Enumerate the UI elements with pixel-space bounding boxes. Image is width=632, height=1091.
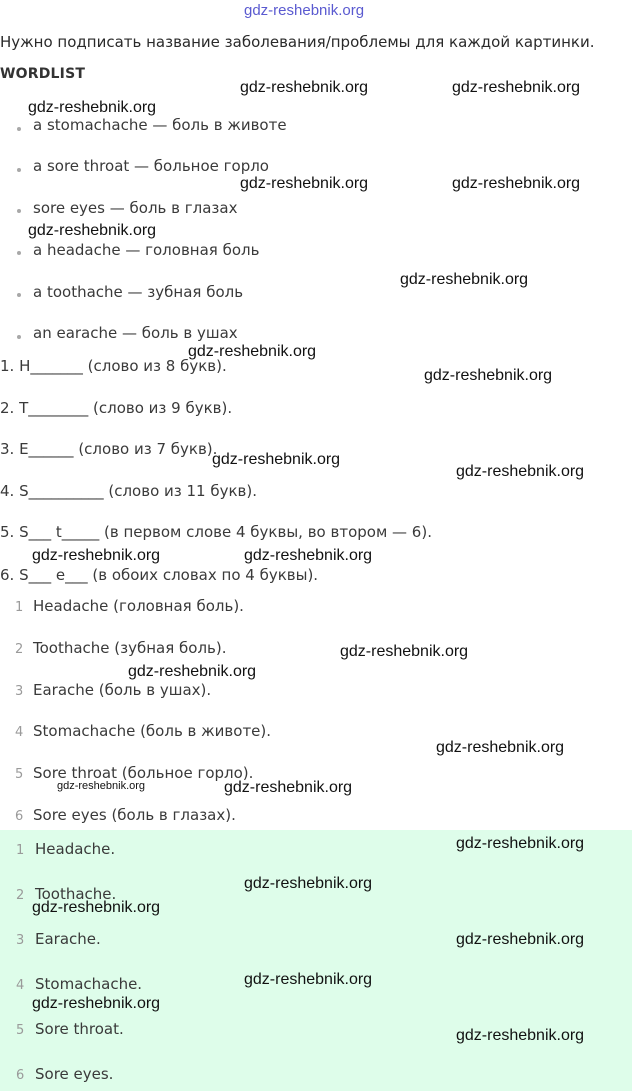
answer-number: 3 [15,684,24,699]
watermark: gdz-reshebnik.org [224,779,353,796]
clue-item: 6. S___ e___ (в обоих словах по 4 буквы). [0,566,319,584]
watermark: gdz-reshebnik.org [212,451,341,468]
answer-number: 4 [15,725,24,740]
answer-number: 5 [15,767,24,782]
watermark: gdz-reshebnik.org [188,343,317,360]
bullet-icon [17,293,21,297]
list-item: sore eyes — боль в глазах [33,199,238,217]
watermark: gdz-reshebnik.org [32,547,161,564]
clue-item: 1. H_______ (слово из 8 букв). [0,357,227,375]
answer-number: 1 [15,600,24,615]
final-answer-text: Headache. [35,840,116,858]
watermark: gdz-reshebnik.org [57,780,146,792]
watermark: gdz-reshebnik.org [32,899,161,916]
list-item: a headache — головная боль [33,241,260,259]
watermark: gdz-reshebnik.org [456,1027,585,1044]
final-answer-number: 5 [16,1023,25,1038]
bullet-icon [17,251,21,255]
watermark: gdz-reshebnik.org [128,663,257,680]
task-text: Нужно подписать название заболевания/проблемы для каждой картинки. [0,33,595,51]
bullet-icon [17,209,21,213]
watermark: gdz-reshebnik.org [244,547,373,564]
watermark: gdz-reshebnik.org [240,175,369,192]
wordlist-heading: WORDLIST [0,66,86,82]
list-item: an earache — боль в ушах [33,324,238,342]
answer-text: Sore throat (больное горло). [33,764,254,782]
watermark: gdz-reshebnik.org [244,2,365,19]
watermark: gdz-reshebnik.org [452,79,581,96]
final-answer-number: 6 [16,1068,25,1083]
watermark: gdz-reshebnik.org [28,99,157,116]
final-answer-text: Sore throat. [35,1020,124,1038]
bullet-icon [17,127,21,131]
clue-item: 5. S___ t_____ (в первом слове 4 буквы, во втором — 6). [0,523,432,541]
answer-number: 2 [15,642,24,657]
clue-item: 4. S__________ (слово из 11 букв). [0,482,258,500]
bullet-icon [17,168,21,172]
watermark: gdz-reshebnik.org [456,835,585,852]
clue-item: 3. E______ (слово из 7 букв). [0,440,218,458]
answer-text: Stomachache (боль в животе). [33,722,272,740]
final-answer-number: 1 [16,843,25,858]
answer-text: Sore eyes (боль в глазах). [33,806,236,824]
watermark: gdz-reshebnik.org [400,271,529,288]
final-answer-number: 2 [16,888,25,903]
final-answer-number: 4 [16,978,25,993]
watermark: gdz-reshebnik.org [28,222,157,239]
watermark: gdz-reshebnik.org [244,971,373,988]
answer-text: Toothache (зубная боль). [33,639,227,657]
final-answer-text: Earache. [35,930,101,948]
final-answer-number: 3 [16,933,25,948]
watermark: gdz-reshebnik.org [456,931,585,948]
watermark: gdz-reshebnik.org [456,463,585,480]
answer-number: 6 [15,809,24,824]
bullet-icon [17,335,21,339]
list-item: a stomachache — боль в животе [33,116,287,134]
answer-text: Headache (головная боль). [33,597,244,615]
watermark: gdz-reshebnik.org [240,79,369,96]
answer-text: Earache (боль в ушах). [33,681,212,699]
list-item: a toothache — зубная боль [33,283,244,301]
clue-item: 2. T________ (слово из 9 букв). [0,399,233,417]
final-answer-text: Sore eyes. [35,1065,114,1083]
final-answers-panel [0,830,632,1091]
list-item: a sore throat — больное горло [33,157,269,175]
watermark: gdz-reshebnik.org [340,643,469,660]
final-answer-text: Stomachache. [35,975,143,993]
watermark: gdz-reshebnik.org [244,875,373,892]
watermark: gdz-reshebnik.org [436,739,565,756]
watermark: gdz-reshebnik.org [424,367,553,384]
watermark: gdz-reshebnik.org [452,175,581,192]
final-answer-text: Toothache. [35,885,117,903]
watermark: gdz-reshebnik.org [32,995,161,1012]
